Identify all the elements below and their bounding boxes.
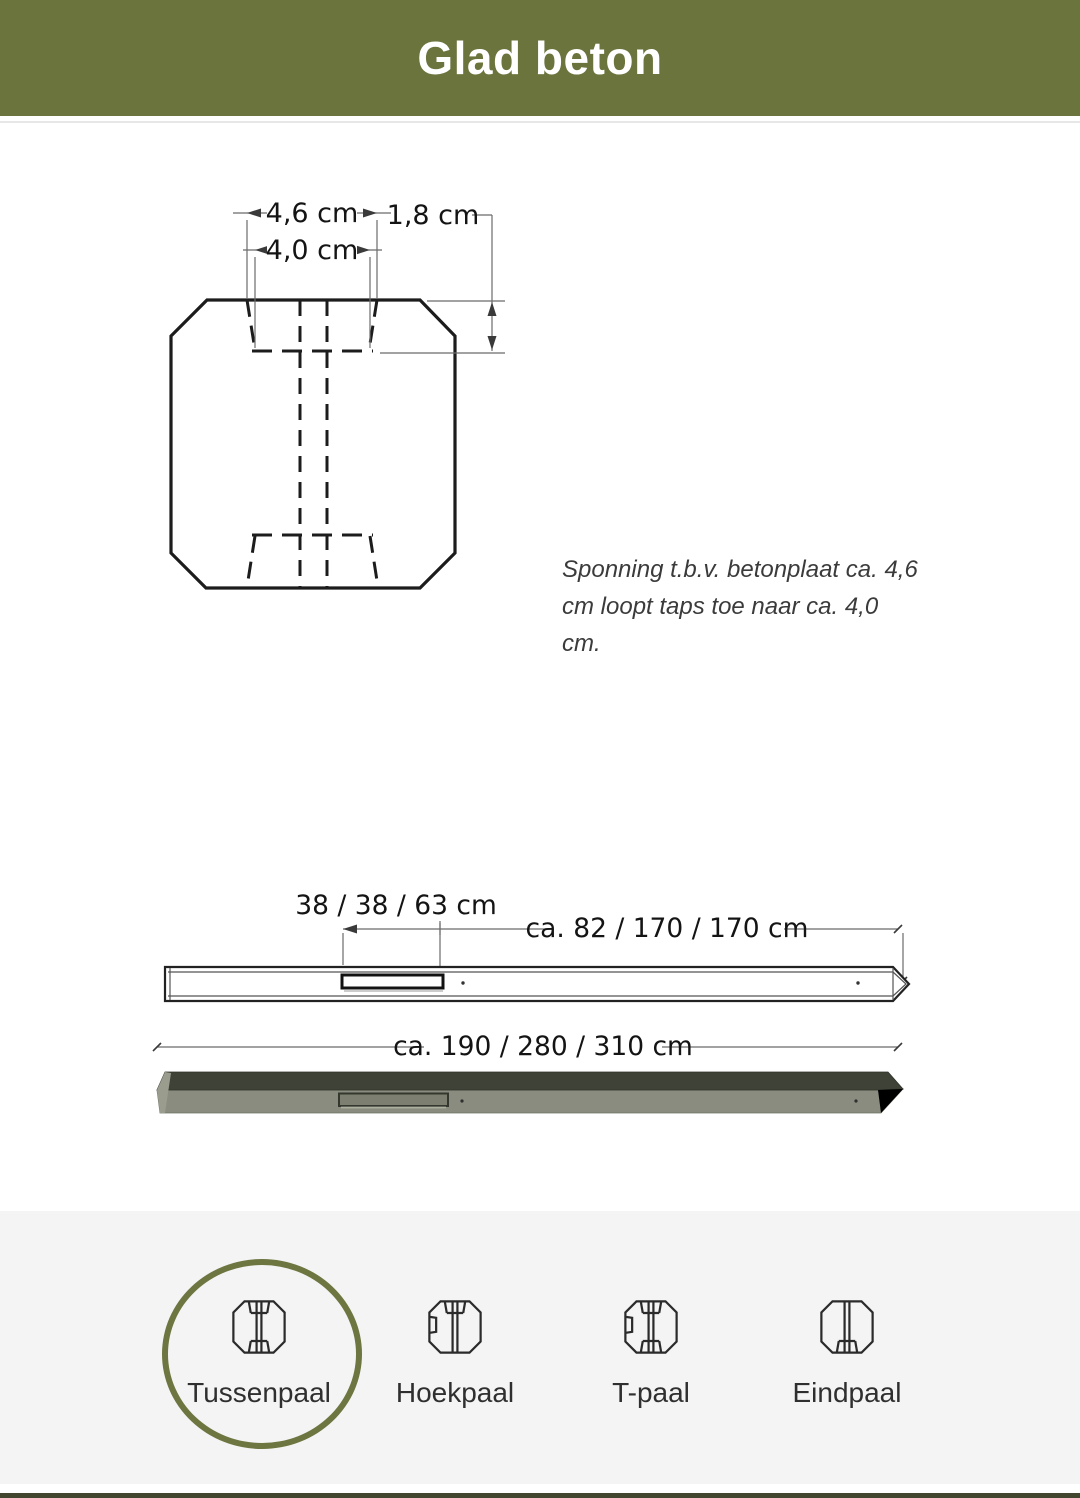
post-top-face — [157, 1072, 903, 1090]
eindpaal-cross-section-icon — [818, 1298, 876, 1356]
tussenpaal-cross-section-icon — [230, 1298, 288, 1356]
dim-total-length-label: ca. 190 / 280 / 310 cm — [393, 1031, 693, 1062]
concrete-post-render — [157, 1072, 903, 1113]
dimension-arrow — [343, 925, 357, 934]
dim-above-ground-label: ca. 82 / 170 / 170 cm — [525, 913, 809, 944]
mounting-dot — [856, 981, 859, 984]
header — [0, 0, 1080, 116]
mounting-dot — [854, 1099, 857, 1102]
bottom-gap — [0, 1484, 1080, 1493]
mounting-dot — [461, 981, 464, 984]
post-type-item-hoekpaal[interactable] — [365, 1298, 545, 1409]
page-title: Glad beton — [417, 32, 663, 84]
sponning-note-line1: Sponning t.b.v. betonplaat ca. 4,6 — [562, 556, 918, 583]
sponning-note-line2: cm loopt taps toe naar ca. 4,0 cm. — [562, 593, 879, 657]
hoekpaal-cross-section-icon — [426, 1298, 484, 1356]
dim-outer-width-label: 4,6 cm — [265, 198, 359, 229]
post-type-label: T-paal — [612, 1377, 690, 1408]
header-divider — [0, 121, 1080, 123]
top-sponning-groove — [247, 300, 377, 351]
mounting-dot — [460, 1099, 463, 1102]
post-3d-view — [140, 1025, 940, 1135]
dim-depth-label: 1,8 cm — [386, 200, 480, 231]
post-front-face — [157, 1089, 903, 1113]
post-outline — [171, 300, 455, 588]
post-type-panel — [0, 1211, 1080, 1484]
sponning-note — [562, 551, 922, 662]
sponning-recess — [342, 975, 443, 988]
post-type-item-eindpaal[interactable] — [757, 1298, 937, 1409]
post-type-label: Tussenpaal — [187, 1377, 331, 1408]
dim-sponning-length-label: 38 / 38 / 63 cm — [295, 890, 497, 921]
post-type-label: Hoekpaal — [395, 1377, 515, 1408]
post-type-label: Eindpaal — [792, 1377, 902, 1408]
post-type-item-t-paal[interactable] — [561, 1298, 741, 1409]
center-hidden-lines — [300, 300, 327, 588]
dim-inner-width-label: 4,0 cm — [265, 235, 359, 266]
bottom-bar — [0, 1493, 1080, 1498]
post-type-item-tussenpaal[interactable] — [169, 1298, 349, 1409]
dimension-lines — [233, 213, 505, 353]
post-tip-facet — [878, 1089, 903, 1113]
sponning-recess — [339, 1094, 448, 1107]
bottom-sponning-groove — [247, 535, 378, 587]
t-paal-cross-section-icon — [622, 1298, 680, 1356]
post-side-view-drawing — [140, 880, 940, 1025]
